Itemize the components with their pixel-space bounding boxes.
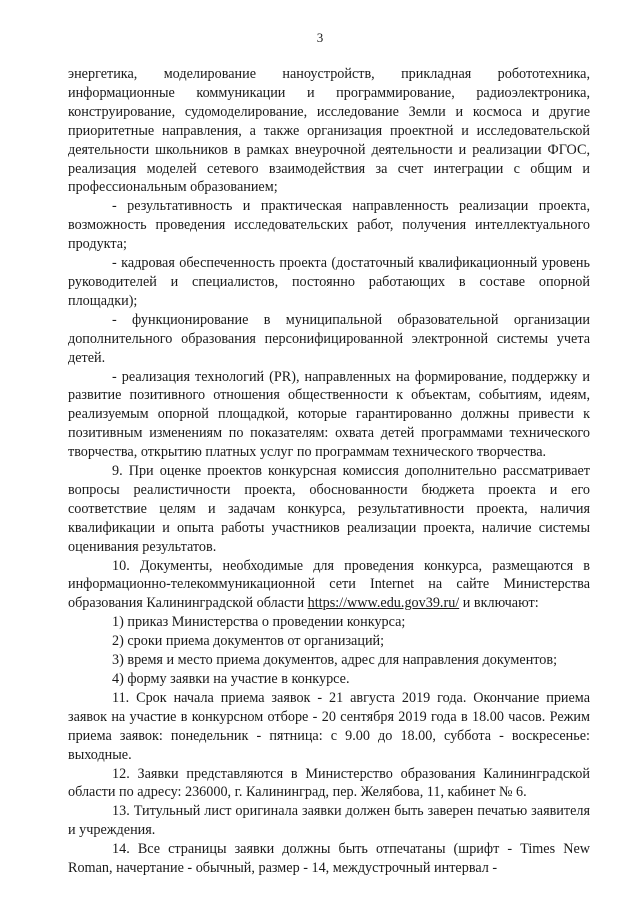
paragraph-10-text-end: и включают:	[459, 595, 539, 612]
list-item-order: 1) приказ Министерства о проведении конкурса;	[112, 614, 406, 631]
criterion-system: - функционирование в муниципальной образовательной организации дополнительного образования персонифицированной электронной системы учета детей.	[68, 311, 590, 366]
criterion-staff: - кадровая обеспеченность проекта (достаточный квалификационный уровень руководителей и специалистов, постоянно работающих в составе опорной площадки);	[68, 255, 590, 309]
paragraph-12: 12. Заявки представляются в Министерство образования Калининградской области по адресу: 236000, г. Калининград, пер. Желябова, 11, кабинет № 6.	[68, 765, 590, 801]
page-number: 3	[316, 30, 324, 45]
list-item-deadlines: 2) сроки приема документов от организаций;	[112, 633, 385, 650]
list-item-place: 3) время и место приема документов, адрес для направления документов;	[112, 652, 558, 669]
criterion-result: - результативность и практическая направленность реализации проекта, возможность проведения исследовательских работ, получения интеллектуального продукта;	[68, 198, 590, 253]
criterion-pr: - реализация технологий (PR), направленных на формирование, поддержку и развитие позитивного отношения общественности к объектам, событиям, идеям, реализуемым опорной площадкой, которые гарантированно должны привести к позитивным изменениям по показателям: охвата детей программами технического творчества, открытию платных услуг по программам технического творчества.	[68, 368, 590, 461]
paragraph-9: 9. При оценке проектов конкурсная комиссия дополнительно рассматривает вопросы реалистичности проекта, обоснованности бюджета проекта и его соответствие целям и задачам конкурса, результативности проекта, наличия квалификации и опыта работы участников реализации проекта, наличие системы оценивания результатов.	[68, 463, 590, 555]
paragraph-intro-continuation: энергетика, моделирование наноустройств, прикладная робототехника, информационные коммуникации и программирование, радиоэлектроника, конструирование, судомоделирование, исследование Земли и космоса и другие приоритетные направления, а также организация проектной и исследовательской деятельности школьников в рамках внеурочной деятельности и реализации ФГОС, реализация моделей сетевого взаимодействия за счет интеграции с общим и профессиональным образованием;	[68, 66, 590, 196]
document-body	[68, 65, 590, 878]
paragraph-10	[68, 557, 590, 614]
ministry-website-link[interactable]: https://www.edu.gov39.ru/	[307, 595, 460, 612]
paragraph-14: 14. Все страницы заявки должны быть отпечатаны (шрифт - Times New Roman, начертание - обычный, размер - 14, междустрочный интервал -	[68, 841, 590, 877]
paragraph-10-text: 10. Документы, необходимые для проведения конкурса, размещаются в информационно-телекоммуникационной сети Internet на сайте Министерства образования Калининградской области	[68, 557, 590, 612]
paragraph-11: 11. Срок начала приема заявок - 21 августа 2019 года. Окончание приема заявок на участие в конкурсном отборе - 20 сентября 2019 года в 18.00 часов. Режим приема заявок: понедельник - пятница: с 9.00 до 18.00, суббота - воскресенье: выходные.	[68, 689, 590, 763]
paragraph-13: 13. Титульный лист оригинала заявки должен быть заверен печатью заявителя и учреждения.	[68, 803, 590, 839]
list-item-form: 4) форму заявки на участие в конкурсе.	[112, 671, 350, 687]
